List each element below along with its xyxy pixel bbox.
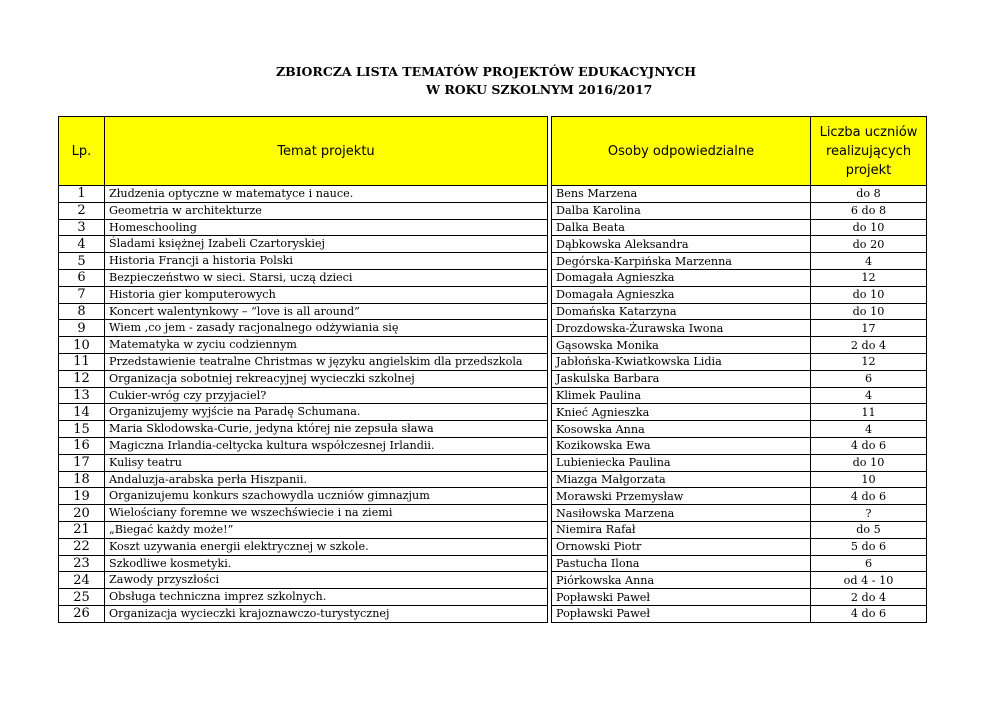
responsible-person: Dalba Karolina <box>552 202 811 219</box>
project-topic: Organizacja sobotniej rekreacyjnej wycieczki szkolnej <box>105 370 548 387</box>
responsible-person: Popławski Paweł <box>552 605 811 622</box>
project-topic: Cukier-wróg czy przyjaciel? <box>105 387 548 404</box>
table-row <box>59 269 927 286</box>
project-topic: Wielościany foremne we wszechświecie i na ziemi <box>105 505 548 522</box>
title-line-2: W ROKU SZKOLNYM 2016/2017 <box>426 82 653 97</box>
row-number: 17 <box>59 454 105 471</box>
student-count: 2 do 4 <box>811 589 927 606</box>
table-row <box>59 572 927 589</box>
student-count: 6 do 8 <box>811 202 927 219</box>
project-topic: Andaluzja-arabska perła Hiszpanii. <box>105 471 548 488</box>
row-number: 26 <box>59 605 105 622</box>
project-topic: Szkodliwe kosmetyki. <box>105 555 548 572</box>
responsible-person: Ornowski Piotr <box>552 538 811 555</box>
row-number: 25 <box>59 589 105 606</box>
row-number: 3 <box>59 219 105 236</box>
responsible-person: Dalka Beata <box>552 219 811 236</box>
title-line-1: ZBIORCZA LISTA TEMATÓW PROJEKTÓW EDUKACYJNYCH <box>276 64 697 79</box>
table-row <box>59 320 927 337</box>
row-number: 13 <box>59 387 105 404</box>
student-count: 6 <box>811 555 927 572</box>
project-topic: Organizujemy wyjście na Paradę Schumana. <box>105 404 548 421</box>
table-row <box>59 353 927 370</box>
table-row <box>59 454 927 471</box>
responsible-person: Domańska Katarzyna <box>552 303 811 320</box>
row-number: 2 <box>59 202 105 219</box>
project-topic: „Biegać każdy może!” <box>105 521 548 538</box>
header-persons: Osoby odpowiedzialne <box>552 117 811 186</box>
student-count: do 5 <box>811 521 927 538</box>
responsible-person: Niemira Rafał <box>552 521 811 538</box>
table-row <box>59 488 927 505</box>
responsible-person: Pastucha Ilona <box>552 555 811 572</box>
responsible-person: Domagała Agnieszka <box>552 269 811 286</box>
row-number: 21 <box>59 521 105 538</box>
responsible-person: Jaskulska Barbara <box>552 370 811 387</box>
table-row <box>59 186 927 203</box>
responsible-person: Nasiłowska Marzena <box>552 505 811 522</box>
project-topic: Zawody przyszłości <box>105 572 548 589</box>
table-row <box>59 505 927 522</box>
student-count: do 10 <box>811 219 927 236</box>
table-row <box>59 521 927 538</box>
project-topic: Obsługa techniczna imprez szkolnych. <box>105 589 548 606</box>
project-topic: Bezpieczeństwo w sieci. Starsi, uczą dzieci <box>105 269 548 286</box>
student-count: do 10 <box>811 303 927 320</box>
row-number: 14 <box>59 404 105 421</box>
responsible-person: Kozikowska Ewa <box>552 437 811 454</box>
table-row <box>59 538 927 555</box>
responsible-person: Jabłońska-Kwiatkowska Lidia <box>552 353 811 370</box>
table-row <box>59 337 927 354</box>
row-number: 9 <box>59 320 105 337</box>
row-number: 18 <box>59 471 105 488</box>
table-row <box>59 202 927 219</box>
responsible-person: Degórska-Karpińska Marzenna <box>552 253 811 270</box>
project-topic: Organizacja wycieczki krajoznawczo-turystycznej <box>105 605 548 622</box>
project-topic: Homeschooling <box>105 219 548 236</box>
responsible-person: Drozdowska-Żurawska Iwona <box>552 320 811 337</box>
responsible-person: Knieć Agnieszka <box>552 404 811 421</box>
student-count: 17 <box>811 320 927 337</box>
row-number: 15 <box>59 421 105 438</box>
row-number: 23 <box>59 555 105 572</box>
table-header-row <box>59 117 927 186</box>
header-count-line-1: Liczba uczniów <box>819 124 918 140</box>
table-row <box>59 471 927 488</box>
table-row <box>59 437 927 454</box>
project-topic: Geometria w architekturze <box>105 202 548 219</box>
table-body <box>59 186 927 623</box>
table-row <box>59 555 927 572</box>
row-number: 16 <box>59 437 105 454</box>
project-topic: Magiczna Irlandia-celtycka kultura współczesnej Irlandii. <box>105 437 548 454</box>
row-number: 4 <box>59 236 105 253</box>
student-count: 2 do 4 <box>811 337 927 354</box>
project-topic: Organizujemu konkurs szachowydla uczniów gimnazjum <box>105 488 548 505</box>
student-count: 11 <box>811 404 927 421</box>
header-count-line-2: realizujących <box>825 143 912 159</box>
student-count: do 10 <box>811 454 927 471</box>
table-row <box>59 589 927 606</box>
student-count: 4 do 6 <box>811 488 927 505</box>
responsible-person: Domagała Agnieszka <box>552 286 811 303</box>
header-student-count <box>811 117 927 186</box>
project-topic: Śladami księżnej Izabeli Czartoryskiej <box>105 236 548 253</box>
row-number: 20 <box>59 505 105 522</box>
table-row <box>59 253 927 270</box>
project-topic: Koszt uzywania energii elektrycznej w szkole. <box>105 538 548 555</box>
student-count: do 10 <box>811 286 927 303</box>
student-count: 12 <box>811 353 927 370</box>
header-topic: Temat projektu <box>105 117 548 186</box>
row-number: 8 <box>59 303 105 320</box>
responsible-person: Piórkowska Anna <box>552 572 811 589</box>
header-count-line-3: projekt <box>845 162 892 178</box>
table-row <box>59 303 927 320</box>
student-count: 10 <box>811 471 927 488</box>
student-count: 12 <box>811 269 927 286</box>
student-count: 4 do 6 <box>811 605 927 622</box>
row-number: 7 <box>59 286 105 303</box>
project-topic: Koncert walentynkowy – “love is all around” <box>105 303 548 320</box>
student-count: 6 <box>811 370 927 387</box>
responsible-person: Bens Marzena <box>552 186 811 203</box>
row-number: 1 <box>59 186 105 203</box>
row-number: 10 <box>59 337 105 354</box>
student-count: 4 <box>811 253 927 270</box>
table-row <box>59 219 927 236</box>
student-count: do 20 <box>811 236 927 253</box>
projects-table <box>58 116 927 623</box>
project-topic: Kulisy teatru <box>105 454 548 471</box>
student-count: do 8 <box>811 186 927 203</box>
table-row <box>59 404 927 421</box>
responsible-person: Miazga Małgorzata <box>552 471 811 488</box>
project-topic: Maria Sklodowska-Curie, jedyna której nie zepsuła sława <box>105 421 548 438</box>
responsible-person: Dąbkowska Aleksandra <box>552 236 811 253</box>
table-row <box>59 421 927 438</box>
student-count: 4 <box>811 421 927 438</box>
table-row <box>59 286 927 303</box>
student-count: 5 do 6 <box>811 538 927 555</box>
row-number: 5 <box>59 253 105 270</box>
project-topic: Złudzenia optyczne w matematyce i nauce. <box>105 186 548 203</box>
student-count: ? <box>811 505 927 522</box>
table-row <box>59 370 927 387</box>
project-topic: Historia Francji a historia Polski <box>105 253 548 270</box>
responsible-person: Popławski Paweł <box>552 589 811 606</box>
table-row <box>59 236 927 253</box>
student-count: 4 do 6 <box>811 437 927 454</box>
table-row <box>59 387 927 404</box>
project-topic: Przedstawienie teatralne Christmas w języku angielskim dla przedszkola <box>105 353 548 370</box>
responsible-person: Lubieniecka Paulina <box>552 454 811 471</box>
responsible-person: Kosowska Anna <box>552 421 811 438</box>
row-number: 24 <box>59 572 105 589</box>
responsible-person: Klimek Paulina <box>552 387 811 404</box>
project-topic: Wiem ,co jem - zasady racjonalnego odżywiania się <box>105 320 548 337</box>
responsible-person: Gąsowska Monika <box>552 337 811 354</box>
header-lp: Lp. <box>59 117 105 186</box>
row-number: 12 <box>59 370 105 387</box>
student-count: 4 <box>811 387 927 404</box>
row-number: 6 <box>59 269 105 286</box>
row-number: 22 <box>59 538 105 555</box>
responsible-person: Morawski Przemysław <box>552 488 811 505</box>
project-topic: Matematyka w zyciu codziennym <box>105 337 548 354</box>
row-number: 19 <box>59 488 105 505</box>
row-number: 11 <box>59 353 105 370</box>
student-count: od 4 - 10 <box>811 572 927 589</box>
project-topic: Historia gier komputerowych <box>105 286 548 303</box>
table-row <box>59 605 927 622</box>
